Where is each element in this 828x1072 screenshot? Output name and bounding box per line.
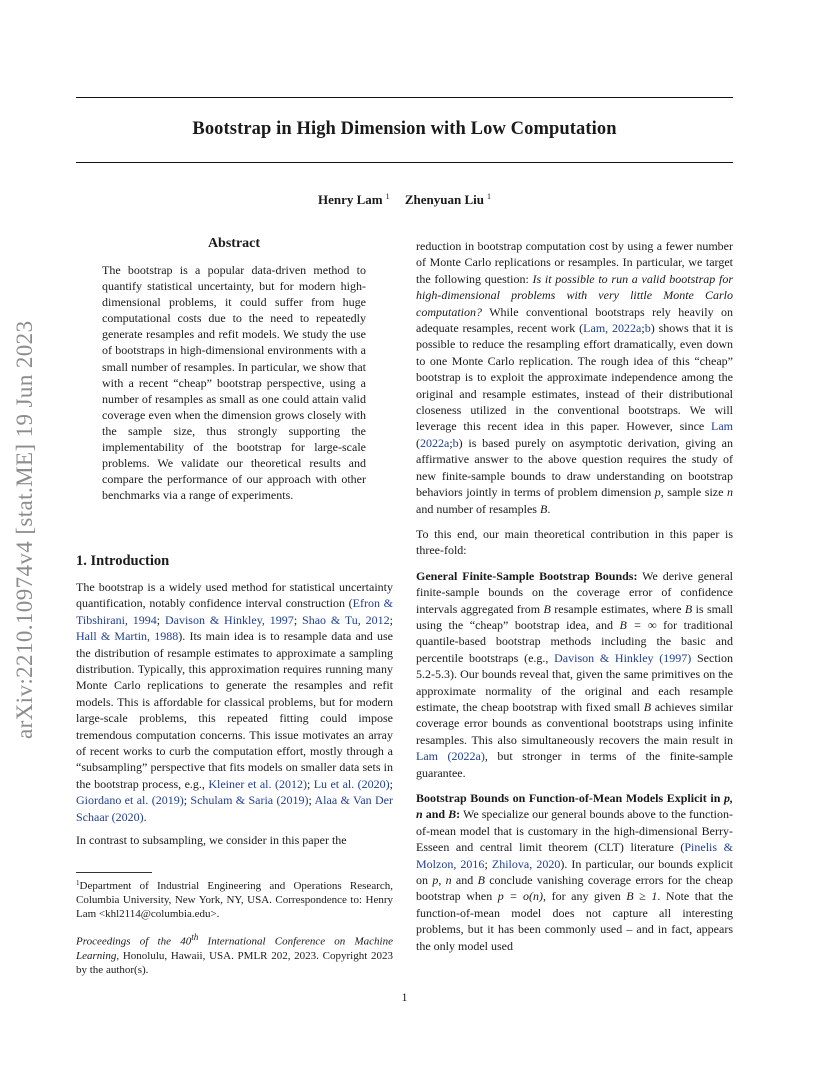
citation-link[interactable]: b: [644, 321, 651, 336]
math-symbol: B ≥ 1: [626, 889, 658, 904]
text-run: th: [191, 932, 199, 942]
author-list: [76, 192, 733, 208]
title-bottom-rule: [76, 162, 733, 163]
math-symbol: p: [432, 873, 439, 888]
math-symbol: B = ∞: [619, 617, 657, 632]
text-run: ). In particular, our bounds explicit on: [416, 856, 733, 888]
contribution-heading: General Finite-Sample Bootstrap Bounds:: [416, 568, 638, 583]
citation-link[interactable]: Efron & Tibshirani, 1994: [76, 596, 393, 627]
citation-link[interactable]: Zhilova, 2020: [491, 856, 561, 871]
text-run: ;: [308, 793, 315, 808]
citation-link[interactable]: Davison & Hinkley (1997): [554, 650, 692, 665]
paragraph: In contrast to subsampling, we consider in this paper the: [76, 833, 347, 848]
text-run: ;: [293, 612, 303, 627]
introduction-body: [76, 579, 393, 856]
text-run: .: [547, 501, 551, 516]
text-run: ;: [641, 321, 645, 336]
text-run: International Conference on Machine Learning: [76, 935, 393, 962]
text-run: , Honolulu, Hawaii, USA. PMLR 202, 2023. Copyright 2023 by the author(s).: [76, 949, 393, 977]
contribution-heading: and: [422, 807, 449, 822]
math-symbol: p = o(n): [497, 889, 544, 904]
affiliation-mark: 1: [385, 192, 390, 201]
abstract-text: The bootstrap is a popular data-driven method to quantify statistical uncertainty, but for modern high-dimensional problems, it could suffer from huge computational costs due to the need to repeatedly generate resamples and refit models. We study the use of bootstraps in high-dimensional environments with a small number of resamples. In particular, we show that with a recent “cheap” bootstrap perspective, using a number of resamples as small as one could attain valid coverage even when the dimension grows closely with the sample size, thus strongly supporting the implementability of the bootstrap for large-scale problems. We validate our theoretical results and compare the performance of our approach with other benchmarks via a range of experiments.: [102, 263, 366, 503]
paper-title: Bootstrap in High Dimension with Low Computation: [192, 119, 617, 139]
text-run: reduction in bootstrap computation cost by using a fewer number of Monte Carlo replications or resamples. In particular, we target the following question:: [416, 239, 733, 286]
text-run: , for any given: [543, 889, 627, 904]
paragraph: [416, 790, 733, 954]
text-run: . Note that the function-of-mean model does not capture all interesting problems, but it has been commonly used – and in fact, appears the only model used: [416, 889, 734, 953]
citation-link[interactable]: Alaa & Van Der Schaar (2020): [76, 793, 394, 824]
text-run: , but stronger in terms of the finite-sample guarantee.: [416, 749, 733, 780]
contribution-heading: Bootstrap Bounds on Function-of-Mean Models Explicit in: [416, 791, 724, 805]
citation-link[interactable]: Kleiner et al. (2012): [208, 776, 307, 791]
text-run: for traditional quantile-based bootstrap methods including the basic and percentile bootstraps (e.g.,: [416, 617, 734, 665]
citation-link[interactable]: Giordano et al. (2019): [76, 793, 184, 808]
text-run: ;: [389, 776, 393, 791]
text-run: ;: [156, 612, 165, 627]
citation-link[interactable]: Hall & Martin, 1988: [76, 629, 179, 644]
math-symbol: n: [727, 485, 733, 500]
math-symbol: B: [684, 601, 693, 616]
text-run: conclude vanishing coverage errors for the cheap bootstrap when: [416, 873, 733, 904]
citation-link[interactable]: Shao & Tu, 2012: [302, 612, 390, 627]
citation-link[interactable]: b: [452, 435, 459, 450]
text-run: ,: [438, 873, 446, 888]
text-run: ;: [449, 435, 453, 450]
text-run: is small using the “cheap” bootstrap idea, and: [416, 601, 734, 632]
text-run: and number of resamples: [416, 501, 540, 516]
author-name: Henry Lam: [317, 192, 383, 207]
math-symbol: B: [539, 501, 548, 516]
right-column-body: [416, 238, 733, 963]
paragraph: To this end, our main theoretical contribution in this paper is three-fold:: [416, 526, 733, 558]
text-run: ;: [484, 856, 492, 871]
citation-link[interactable]: Pinelis & Molzon, 2016: [416, 840, 733, 871]
text-run: Section 5.2-5.3). Our bounds reveal that, given the same primitives on the approximate normality of the original and each resample estimate, the cheap bootstrap with fixed small: [416, 650, 733, 714]
footnote-text: Department of Industrial Engineering and Operations Research, Columbia University, New York, NY, USA. Correspondence to: Henry Lam <khl2114@columbia.edu>.: [76, 880, 393, 921]
affiliation-mark: 1: [487, 192, 491, 201]
text-run: ) shows that it is possible to reduce the resampling effort dramatically, even down to one Monte Carlo replication. The rough idea of this “cheap” bootstrap is to exploit the approximate independence among the original and resample estimates, instead of their distributional closeness utilized in the conventional bootstraps. We will leverage this recent idea in this paper. However, since: [416, 321, 733, 434]
paragraph: [416, 568, 733, 781]
text-run: ). Its main idea is to resample data and use the distribution of resample estimates to approximate a sampling distribution. Typically, this approximation requires running many Monte Carlo replications to generate the resamples and refit models. This is affordable for classical problems, but for modern large-scale problems, this repeated fitting could impose tremendous computation concerns. This issue motivates an array of recent works to curb the computation effort, mostly through a “subsampling” perspective that fits models on smaller data sets in the bootstrap process, e.g.,: [76, 629, 394, 791]
text-run: is based purely on asymptotic derivation, giving an affirmative answer to the above question requires the study of new finite-sample bounds to draw understanding on bootstrap behaviors jointly in terms of problem dimension: [416, 435, 733, 500]
citation-link[interactable]: Davison & Hinkley, 1997: [164, 612, 294, 627]
footnote-mark: 1: [76, 879, 80, 887]
math-symbol: B: [448, 807, 457, 822]
math-symbol: n: [445, 873, 452, 888]
citation-link[interactable]: 2022a: [420, 435, 450, 450]
affiliation-footnote: [76, 876, 393, 922]
abstract-heading: Abstract: [207, 236, 261, 251]
citation-link[interactable]: Lam, 2022a: [583, 321, 642, 336]
arxiv-identifier: arXiv:2210.10974v4 [stat.ME] 19 Jun 2023: [12, 320, 37, 740]
section-heading-introduction: 1. Introduction: [76, 553, 170, 569]
paragraph: [76, 579, 393, 825]
text-run: The bootstrap is a widely used method for statistical uncertainty quantification, notably confidence interval construction (: [76, 580, 393, 611]
citation-link[interactable]: Schulam & Saria (2019): [190, 793, 309, 808]
text-run: ;: [183, 793, 191, 808]
text-run: We derive general finite-sample bounds on the coverage error of confidence intervals aggregated from: [416, 568, 734, 616]
math-symbol: B: [543, 601, 551, 616]
footnote-rule: [76, 872, 152, 873]
research-question: Is it possible to run a valid bootstrap for high-dimensional problems with very little Monte Carlo computation?: [416, 271, 733, 319]
title-top-rule: [76, 97, 733, 98]
text-run: and: [451, 873, 478, 888]
math-symbol: B: [643, 699, 652, 714]
text-run: While conventional bootstraps rely heavily on adequate resamples, recent work (: [416, 304, 733, 336]
contribution-heading: :: [456, 807, 461, 822]
author-name: Zhenyuan Liu: [404, 192, 484, 207]
proceedings-note: [76, 930, 393, 977]
text-run: achieves similar coverage error bounds as conventional bootstraps using infinite resamples. This also simultaneously recovers the main result in: [416, 699, 733, 747]
text-run: , sample size: [660, 485, 727, 500]
citation-link[interactable]: Lam: [711, 419, 733, 434]
citation-link[interactable]: Lam (2022a): [416, 749, 485, 764]
text-run: We specialize our general bounds above to the function-of-mean model that is customary in the high-dimensional Berry-Esseen and central limit theorem (CLT) literature (: [416, 807, 733, 855]
math-symbol: B: [477, 873, 485, 888]
page-number: 1: [401, 990, 408, 1004]
text-run: 40: [180, 935, 192, 948]
math-symbol: p, n: [416, 791, 733, 822]
text-run: Proceedings of the: [76, 935, 181, 948]
text-run: .: [143, 809, 147, 824]
citation-link[interactable]: Lu et al. (2020): [313, 776, 390, 791]
math-symbol: p: [654, 485, 661, 500]
paragraph: reduction in bootstrap computation cost by using a fewer number of Monte Carlo replications or resamples. In particular, we target the following question: Is it possible to run a valid bootstrap for high-dimensional problems with very little Monte Carlo computation? While conventional bootstraps rely heavily on adequate resamples, recent work (Lam, 2022a;b) shows that it is possible to reduce the resampling effort dramatically, even down to one Monte Carlo replication. The rough idea of this “cheap” bootstrap is to exploit the approximate independence among the original and resample estimates, instead of their distributional closeness utilized in the conventional bootstraps. We will leverage this recent idea in this paper. However, since Lam (2022a;b) is based purely on asymptotic derivation, giving an affirmative answer to the above question requires the study of new finite-sample bounds to draw understanding on bootstrap behaviors jointly in terms of problem dimension p, sample size n and number of resamples B.: [416, 239, 733, 516]
text-run: ;: [306, 776, 314, 791]
text-run: resample estimates, where: [550, 601, 685, 616]
text-run: ;: [389, 612, 393, 627]
